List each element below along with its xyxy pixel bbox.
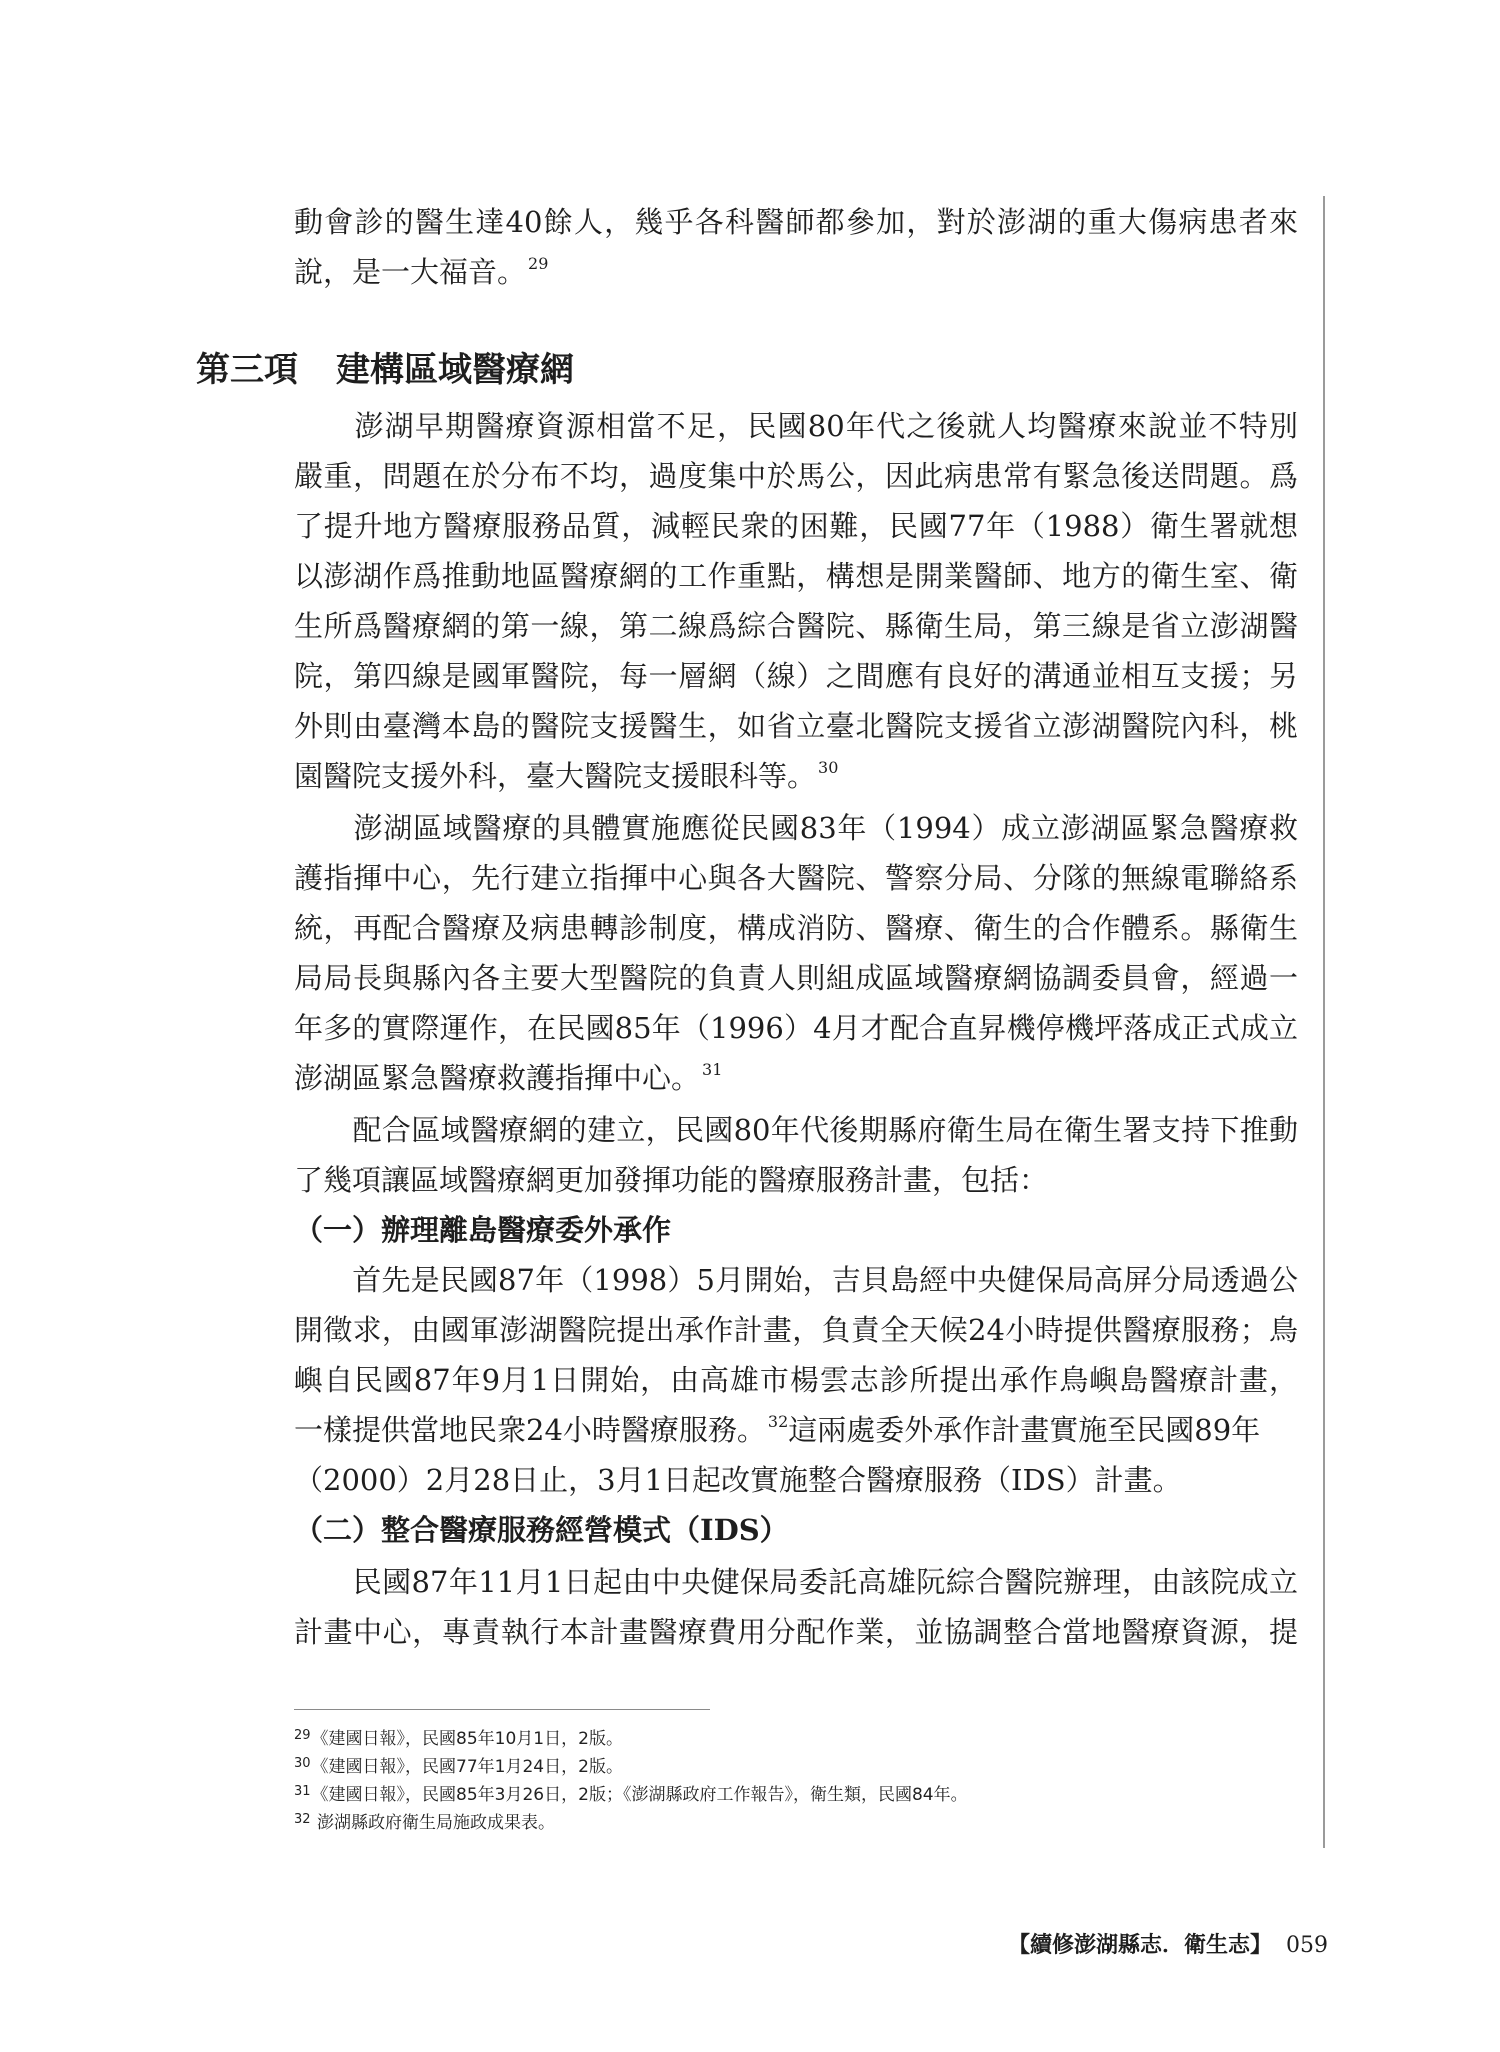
text-line [294,958,1298,998]
footnote-ref: 29 [528,254,549,273]
line-text: 澎湖區域醫療的具體實施應從民國83年（1994）成立澎湖區緊急醫療救 [294,811,1298,845]
line-text-continued: 這兩處委外承作計畫實施至民國89年 [788,1413,1261,1447]
text-line [294,202,1298,242]
line-text: 澎湖區緊急醫療救護指揮中心。 [294,1061,701,1095]
text-line [294,1110,1298,1150]
line-text: 以澎湖作爲推動地區醫療網的工作重點，構想是開業醫師、地方的衛生室、衛 [294,559,1298,593]
line-text: （2000）2月28日止，3月1日起改實施整合醫療服務（IDS）計畫。 [294,1463,1182,1497]
footnote-divider [294,1709,710,1710]
footnote-ref: 32 [767,1412,789,1431]
footnote-31 [294,1780,968,1807]
page-number: 059 [1286,1933,1328,1958]
text-line [294,506,1298,546]
footnote-number: 32 [294,1812,311,1827]
line-text: 院，第四線是國軍醫院，每一層網（線）之間應有良好的溝通並相互支援；另 [294,659,1298,693]
text-line [294,1260,1298,1300]
text-line [294,1008,1298,1048]
subsection-heading: （二）整合醫療服務經營模式（IDS） [294,1513,789,1547]
text-line [294,1612,1298,1652]
line-text: 了提升地方醫療服務品質，減輕民衆的困難，民國77年（1988）衛生署就想 [294,509,1298,543]
text-line [294,1562,1298,1602]
margin-rule [1323,196,1325,1848]
footnote-29 [294,1724,623,1751]
text-line [294,706,1298,746]
text-line [294,1360,1298,1400]
line-text: 配合區域醫療網的建立，民國80年代後期縣府衛生局在衛生署支持下推動 [294,1113,1298,1147]
footnote-30 [294,1752,623,1779]
line-text: 計畫中心，專責執行本計畫醫療費用分配作業，並協調整合當地醫療資源，提 [294,1615,1298,1649]
text-line [294,606,1298,646]
footnote-text: 《建國日報》，民國77年1月24日，2版。 [311,1757,623,1777]
text-line [294,1460,1182,1500]
text-line [294,1410,1260,1450]
section-title: 建構區域醫療網 [336,350,574,390]
text-line [294,858,1298,898]
footnote-text: 《建國日報》，民國85年3月26日，2版；《澎湖縣政府工作報告》，衛生類，民國84年。 [311,1785,968,1805]
footnote-number: 29 [294,1728,311,1743]
footnote-ref: 31 [702,1060,723,1079]
line-text: 局局長與縣內各主要大型醫院的負責人則組成區域醫療網協調委員會，經過一 [294,961,1298,995]
line-text: 首先是民國87年（1998）5月開始，吉貝島經中央健保局高屏分局透過公 [294,1263,1298,1297]
line-text: 護指揮中心，先行建立指揮中心與各大醫院、警察分局、分隊的無線電聯絡系 [294,861,1298,895]
line-text: 民國87年11月1日起由中央健保局委託高雄阮綜合醫院辦理，由該院成立 [294,1565,1298,1599]
text-line [294,808,1298,848]
line-text: 外則由臺灣本島的醫院支援醫生，如省立臺北醫院支援省立澎湖醫院內科，桃 [294,709,1298,743]
text-line [294,556,1298,596]
line-text: 一樣提供當地民衆24小時醫療服務。 [294,1413,766,1447]
line-text: 澎湖早期醫療資源相當不足，民國80年代之後就人均醫療來說並不特別 [294,409,1298,443]
text-line [294,1310,1298,1350]
line-text: 生所爲醫療網的第一線，第二線爲綜合醫院、縣衛生局，第三線是省立澎湖醫 [294,609,1298,643]
line-text: 嶼自民國87年9月1日開始，由高雄市楊雲志診所提出承作鳥嶼島醫療計畫， [294,1363,1298,1397]
text-line [294,756,838,796]
line-text: 統，再配合醫療及病患轉診制度，構成消防、醫療、衛生的合作體系。縣衛生 [294,911,1298,945]
line-text: 了幾項讓區域醫療網更加發揮功能的醫療服務計畫，包括： [294,1163,1049,1197]
book-title: 【續修澎湖縣志．衛生志】 [1007,1932,1272,1958]
section-heading [196,348,574,392]
text-line [294,908,1298,948]
page-footer [1008,1930,1328,1961]
subsection-heading: （一）辦理離島醫療委外承作 [294,1213,672,1247]
line-text: 動會診的醫生達40餘人，幾乎各科醫師都參加，對於澎湖的重大傷病患者來 [294,205,1298,239]
footnote-text: 《建國日報》，民國85年10月1日，2版。 [311,1729,623,1749]
text-line [294,1058,722,1098]
text-line [294,1160,1048,1200]
footnote-32 [294,1808,555,1835]
line-text: 園醫院支援外科，臺大醫院支援眼科等。 [294,759,817,793]
line-text: 年多的實際運作，在民國85年（1996）4月才配合直昇機停機坪落成正式成立 [294,1011,1298,1045]
text-line [294,456,1298,496]
line-text: 嚴重，問題在於分布不均，過度集中於馬公，因此病患常有緊急後送問題。爲 [294,459,1298,493]
text-line [294,252,548,292]
section-number: 第三項 [196,350,298,390]
footnote-number: 30 [294,1756,311,1771]
footnote-number: 31 [294,1784,311,1799]
footnote-text: 澎湖縣政府衛生局施政成果表。 [311,1813,555,1833]
line-text: 開徵求，由國軍澎湖醫院提出承作計畫，負責全天候24小時提供醫療服務；鳥 [294,1313,1298,1347]
text-line [294,406,1298,446]
text-line [294,656,1298,696]
line-text: 說，是一大福音。 [294,255,527,289]
footnote-ref: 30 [818,758,839,777]
